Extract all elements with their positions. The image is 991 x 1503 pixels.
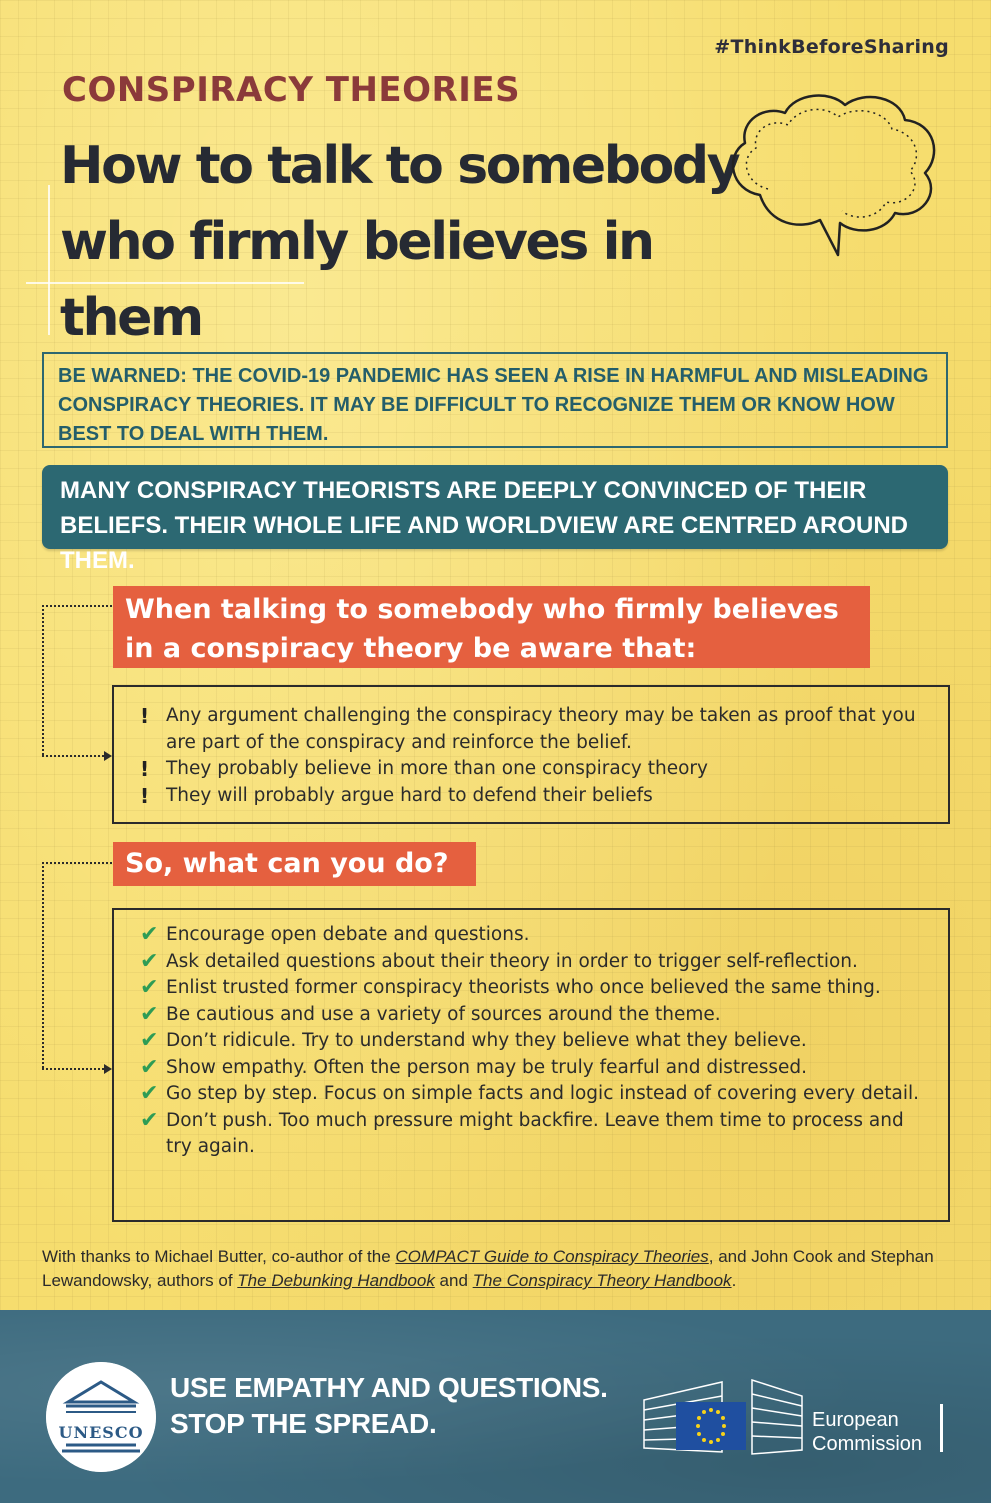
warning-box (42, 352, 948, 448)
action-item (140, 1108, 928, 1161)
speech-bubble-icon (720, 85, 945, 265)
exclamation-icon: ! (140, 757, 150, 781)
connector-line (42, 605, 44, 755)
ec-line-2: Commission (812, 1433, 923, 1455)
conspiracy-handbook-link[interactable]: The Conspiracy Theory Handbook (472, 1271, 732, 1290)
hashtag: #ThinkBeforeSharing (714, 36, 949, 58)
divider (940, 1404, 943, 1452)
decorative-rule (26, 282, 304, 284)
unesco-label: UNESCO (58, 1423, 144, 1442)
slogan-line-1: USE EMPATHY AND QUESTIONS. (170, 1372, 608, 1403)
list-item-text: Show empathy. Often the person may be truly fearful and distressed. (166, 1056, 808, 1078)
check-icon: ✔ (140, 1081, 159, 1106)
actions-list-box (112, 908, 950, 1222)
ec-line-1: European (812, 1409, 899, 1431)
check-icon: ✔ (140, 1054, 159, 1080)
list-item-text: Encourage open debate and questions. (166, 924, 530, 945)
connector-line (42, 1068, 104, 1070)
aware-item (140, 783, 928, 810)
aware-item (140, 703, 928, 756)
check-icon: ✔ (140, 922, 159, 947)
check-icon: ✔ (140, 948, 159, 974)
credits-text: , and John Cook and Stephan Lewandowsky, authors of (42, 1247, 934, 1290)
aware-heading: When talking to somebody who firmly believes in a conspiracy theory be aware that: (113, 586, 870, 668)
connector-line (42, 605, 112, 607)
list-item-text: Enlist trusted former conspiracy theorists who once believed the same thing. (166, 977, 881, 998)
credits (42, 1245, 952, 1293)
list-item-text: Ask detailed questions about their theory in order to trigger self-reflection. (166, 950, 858, 972)
arrow-icon (104, 751, 112, 761)
list-item-text: They will probably argue hard to defend their beliefs (166, 784, 653, 806)
arrow-icon (104, 1064, 112, 1074)
action-item (140, 1081, 928, 1108)
action-item (140, 1002, 928, 1029)
list-item-text: Don’t ridicule. Try to understand why they believe what they believe. (166, 1030, 807, 1051)
aware-item (140, 756, 928, 783)
connector-line (42, 862, 44, 1068)
list-item-text: Don’t push. Too much pressure might backfire. Leave them time to process and try again. (166, 1109, 904, 1157)
slogan-line-2: STOP THE SPREAD. (170, 1408, 437, 1439)
exclamation-icon: ! (140, 783, 150, 808)
exclamation-icon: ! (140, 704, 150, 728)
credits-text: . (731, 1271, 737, 1290)
unesco-logo-icon (46, 1362, 156, 1472)
info-banner (42, 465, 948, 574)
connector-line (42, 862, 112, 864)
check-icon: ✔ (140, 975, 159, 1000)
actions-list (140, 922, 928, 1161)
aware-list (140, 703, 928, 809)
credits-text: With thanks to Michael Butter, co-author of the (42, 1247, 396, 1266)
check-icon: ✔ (140, 1001, 159, 1027)
action-item (140, 922, 928, 949)
check-icon: ✔ (140, 1107, 159, 1133)
european-commission-label (812, 1408, 922, 1456)
actions-heading: So, what can you do? (113, 842, 476, 886)
action-item (140, 1028, 928, 1055)
footer-slogan (170, 1370, 608, 1442)
list-item-text: Any argument challenging the conspiracy theory may be taken as proof that you are part of the conspiracy and reinforce the belief. (166, 705, 916, 753)
kicker-heading: CONSPIRACY THEORIES (62, 70, 521, 110)
warning-text: BE WARNED: THE COVID-19 PANDEMIC HAS SEEN A RISE IN HARMFUL AND MISLEADING CONSPIRACY THEORIES. IT MAY BE DIFFICULT TO RECOGNIZE THEM OR KNOW HOW BEST TO DEAL WITH THEM. (58, 365, 929, 445)
action-item (140, 1055, 928, 1082)
banner-text: MANY CONSPIRACY THEORISTS ARE DEEPLY CONVINCED OF THEIR BELIEFS. THEIR WHOLE LIFE AND WORLDVIEW ARE CENTRED AROUND THEM. (60, 477, 908, 574)
debunking-handbook-link[interactable]: The Debunking Handbook (237, 1271, 435, 1290)
list-item-text: Go step by step. Focus on simple facts and logic instead of covering every detail. (166, 1083, 919, 1104)
connector-line (42, 755, 104, 757)
decorative-rule (48, 185, 50, 335)
check-icon: ✔ (140, 1028, 159, 1053)
page-title: How to talk to somebody who firmly believes in them (60, 136, 739, 348)
list-item-text: They probably believe in more than one conspiracy theory (166, 758, 708, 779)
action-item (140, 949, 928, 976)
credits-text: and (434, 1271, 473, 1290)
aware-list-box (112, 685, 950, 824)
action-item (140, 975, 928, 1002)
list-item-text: Be cautious and use a variety of sources around the theme. (166, 1003, 721, 1025)
compact-guide-link[interactable]: COMPACT Guide to Conspiracy Theories (395, 1247, 709, 1266)
